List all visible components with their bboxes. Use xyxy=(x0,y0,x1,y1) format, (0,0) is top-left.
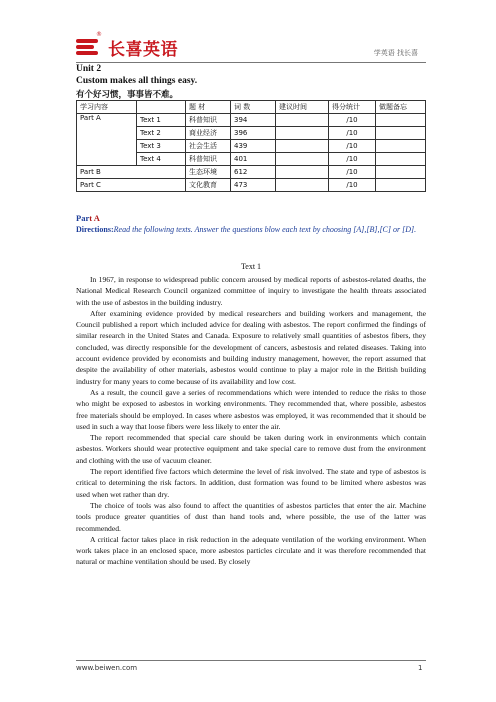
table-row xyxy=(77,166,426,179)
table-cell-text: Text 3 xyxy=(137,140,186,153)
page-header xyxy=(76,31,426,64)
table-cell-words: 396 xyxy=(231,127,276,140)
brand-logo-icon xyxy=(76,31,104,57)
table-cell-notes[interactable] xyxy=(376,179,426,192)
registered-mark: ® xyxy=(96,31,102,38)
unit-title: Custom makes all things easy. xyxy=(76,76,198,86)
part-a-heading xyxy=(76,213,100,223)
table-cell-score: /10 xyxy=(329,153,376,166)
table-cell-words: 439 xyxy=(231,140,276,153)
table-cell-time[interactable] xyxy=(276,114,329,127)
table-header-row xyxy=(77,101,426,114)
table-cell-topic: 科普知识 xyxy=(186,153,231,166)
unit-subtitle: 有个好习惯，事事皆不难。 xyxy=(76,90,179,100)
table-cell-topic: 社会生活 xyxy=(186,140,231,153)
table-cell-score: /10 xyxy=(329,166,376,179)
paragraph: The report recommended that special care should be taken during work in environments which contain asbestos. Workers should wear protective equipment and take special care to remove dust from the environment and clothing with the use of vacuum cleaner. xyxy=(76,433,426,465)
table-row xyxy=(77,114,426,127)
table-cell-topic: 文化教育 xyxy=(186,179,231,192)
table-cell-text: Text 1 xyxy=(137,114,186,127)
table-header-cell: 做题备忘 xyxy=(376,101,426,114)
table-cell-topic: 生态环境 xyxy=(186,166,231,179)
table-cell-notes[interactable] xyxy=(376,127,426,140)
table-cell-topic: 商业经济 xyxy=(186,127,231,140)
directions-label: Directions: xyxy=(76,225,114,234)
table-cell-words: 394 xyxy=(231,114,276,127)
table-cell-notes[interactable] xyxy=(376,140,426,153)
paragraph: The report identified five factors which determine the level of risk involved. The state and type of asbestos is critical to determining the risk factors. In addition, dust formation was found to be limited where asbestos was used when wet rather than dry. xyxy=(76,467,426,499)
table-cell-notes[interactable] xyxy=(376,166,426,179)
table-header-cell: 学习内容 xyxy=(77,101,137,114)
table-cell-score: /10 xyxy=(329,114,376,127)
part-a-label-start: Par xyxy=(76,213,90,223)
table-cell-part: Part B xyxy=(77,166,186,179)
brand-logo xyxy=(76,31,178,60)
table-cell-words: 612 xyxy=(231,166,276,179)
directions-text: Read the following texts. Answer the questions blow each text by choosing [A],[B],[C] or [D]. xyxy=(113,225,417,234)
table-header-cell: 得分统计 xyxy=(329,101,376,114)
table-cell-notes[interactable] xyxy=(376,114,426,127)
footer-website[interactable]: www.beiwen.com xyxy=(76,664,138,672)
footer-divider xyxy=(76,660,426,661)
paragraph: In 1967, in response to widespread public concern aroused by medical reports of asbestos-related deaths, the National Medical Research Council organized committee of inquiry to investigate the health threats associated with the use of asbestos in the building industry. xyxy=(76,275,426,307)
header-divider xyxy=(76,62,426,63)
paragraph: As a result, the council gave a series of recommendations which were intended to reduce the risks to those who might be exposed to asbestos in working environments. They recommended that, where possible, asbestos free materials should be employed. In cases where asbestos was employed, it was recommended that it should be used in such a way that loose fibers were less likely to enter the air. xyxy=(76,387,426,431)
table-cell-score: /10 xyxy=(329,127,376,140)
table-cell-time[interactable] xyxy=(276,127,329,140)
table-cell-text: Text 4 xyxy=(137,153,186,166)
unit-heading: Unit 2 xyxy=(76,64,102,74)
table-row xyxy=(77,179,426,192)
directions xyxy=(76,224,426,236)
table-cell-words: 401 xyxy=(231,153,276,166)
paragraph: After examining evidence provided by medical researchers and building workers and management, the Council published a report which included advice for dealing with asbestos. The report confirmed the findings of similar research in the United States and Canada. Exposure to relatively small quantities of asbestos fibers, they concluded, was directly responsible for the development of cancers, asbestosis and related diseases. Taking into account evidence provided by economists and building industry management, however, the report assumed that despite the availability of other materials, asbestos would continue to play a major role in the British building industry for many years to come because of its availability and low cost. xyxy=(76,308,426,386)
table-cell-topic: 科普知识 xyxy=(186,114,231,127)
table-header-cell: 题 材 xyxy=(186,101,231,114)
part-a-label-end: t A xyxy=(89,213,100,223)
page-number: 1 xyxy=(418,664,423,672)
table-cell-time[interactable] xyxy=(276,179,329,192)
table-cell-time[interactable] xyxy=(276,166,329,179)
brand-name: 长喜英语 xyxy=(108,39,178,60)
table-cell-part: Part A xyxy=(77,114,137,166)
table-cell-words: 473 xyxy=(231,179,276,192)
table-cell-text: Text 2 xyxy=(137,127,186,140)
table-cell-score: /10 xyxy=(329,179,376,192)
text-title: Text 1 xyxy=(240,262,262,271)
table-cell-notes[interactable] xyxy=(376,153,426,166)
table-cell-time[interactable] xyxy=(276,140,329,153)
table-header-cell: 建议时间 xyxy=(276,101,329,114)
paragraph: The choice of tools was also found to affect the quantities of asbestos particles that enter the air. Machine tools produce greater quantities of dust than hand tools and, where possible, the use of the latter was recommended. xyxy=(76,500,426,533)
table-cell-score: /10 xyxy=(329,140,376,153)
header-slogan: 学英语 找长喜 xyxy=(373,49,418,57)
table-header-cell: 词 数 xyxy=(231,101,276,114)
passage-body xyxy=(76,274,426,568)
study-plan-table xyxy=(76,100,426,192)
table-header-cell xyxy=(137,101,186,114)
table-cell-part: Part C xyxy=(77,179,186,192)
table-cell-time[interactable] xyxy=(276,153,329,166)
paragraph: A critical factor takes place in risk reduction in the adequate ventilation of the working environment. When work takes place in an enclosed space, more asbestos particles circulate and it was therefore recommended that natural or machine ventilation should be used. By closely xyxy=(76,534,426,567)
